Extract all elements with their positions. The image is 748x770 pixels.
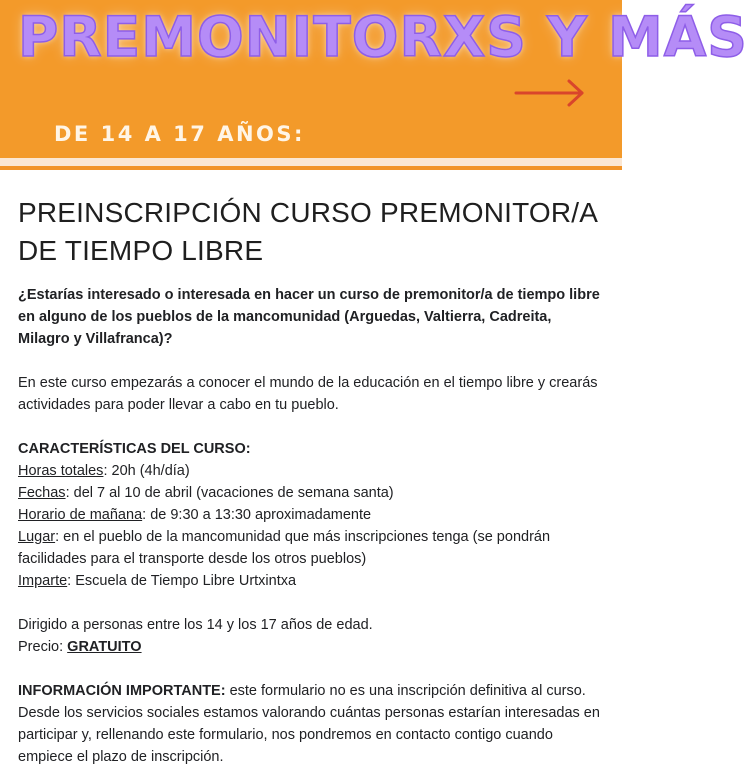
audience-text: Dirigido a personas entre los 14 y los 17 años de edad. [18, 617, 373, 633]
feature-item-schedule [18, 504, 606, 526]
price-line [18, 636, 606, 658]
feature-label: Fechas [18, 485, 66, 501]
feature-label: Imparte [18, 573, 68, 589]
feature-label: Horario de mañana [18, 507, 143, 523]
features-title: CARACTERÍSTICAS DEL CURSO: [18, 441, 251, 457]
intro-text: En este curso empezarás a conocer el mundo de la educación en el tiempo libre y crearás actividades para poder llevar a cabo en tu pueblo. [18, 375, 598, 413]
feature-label: Horas totales [18, 463, 104, 479]
banner-stripe [0, 158, 622, 166]
question-text: ¿Estarías interesado o interesada en hacer un curso de premonitor/a de tiempo libre en alguno de los pueblos de la mancomunidad (Arguedas, Valtierra, Cadreita, Milagro y Villafranca)? [18, 287, 600, 347]
banner-stripe-bottom [0, 166, 622, 170]
feature-value: 20h (4h/día) [111, 463, 190, 479]
feature-value: Escuela de Tiempo Libre Urtxintxa [75, 573, 297, 589]
price-label: Precio: [18, 639, 68, 655]
important-text: este formulario no es una inscripción definitiva al curso. Desde los servicios sociales estamos valorando cuántas personas estarían interesadas en participar y, rellenando este formulario, nos pondremos en contacto contigo cuando empiece el plazo de inscripción. [18, 683, 600, 765]
feature-value: de 9:30 a 13:30 aproximadamente [150, 507, 372, 523]
feature-separator: : [67, 573, 76, 589]
feature-item-hours [18, 460, 606, 482]
price-value: GRATUITO [67, 639, 142, 655]
feature-separator: : [55, 529, 64, 545]
arrow-right-icon [514, 78, 586, 108]
form-description [0, 170, 622, 768]
form-title: PREINSCRIPCIÓN CURSO PREMONITOR/A DE TIEMPO LIBRE [18, 197, 597, 266]
feature-item-place [18, 526, 606, 570]
feature-separator: : [65, 485, 74, 501]
features-list [18, 460, 606, 592]
feature-value: del 7 al 10 de abril (vacaciones de semana santa) [73, 485, 394, 501]
feature-label: Lugar [18, 529, 56, 545]
important-note [18, 680, 606, 768]
feature-item-dates [18, 482, 606, 504]
banner-title: PREMONITORXS Y MÁS [18, 5, 748, 69]
banner-subtitle: DE 14 A 17 AÑOS: [54, 122, 305, 146]
important-label: INFORMACIÓN IMPORTANTE: [18, 683, 226, 699]
header-banner [0, 0, 748, 170]
feature-separator: : [103, 463, 112, 479]
feature-value: en el pueblo de la mancomunidad que más inscripciones tenga (se pondrán facilidades para el transporte desde los otros pueblos) [18, 529, 551, 567]
feature-item-teacher [18, 570, 606, 592]
feature-separator: : [142, 507, 151, 523]
